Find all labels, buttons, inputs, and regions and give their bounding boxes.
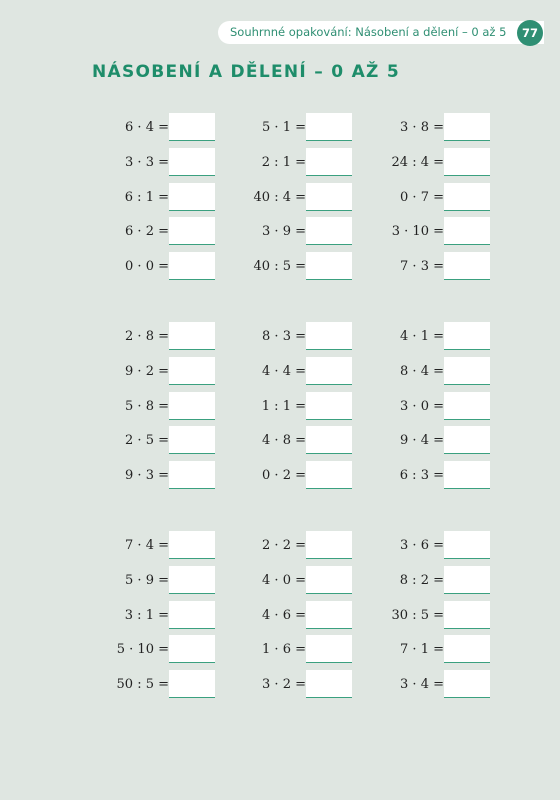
problem-expression: 2 · 2 =	[262, 538, 306, 553]
problem-expression: 3 · 8 =	[400, 120, 444, 135]
problem-expression: 3 · 10 =	[391, 224, 444, 240]
answer-box[interactable]	[444, 601, 490, 629]
problem-column	[212, 531, 352, 705]
problem-row	[75, 461, 215, 496]
problem-row	[350, 252, 490, 287]
problem-row	[75, 357, 215, 392]
problem-expression: 40 : 5 =	[253, 259, 306, 274]
answer-box[interactable]	[444, 531, 490, 559]
problem-row	[75, 531, 215, 566]
problem-expression: 0 · 0 =	[125, 259, 169, 274]
problem-row	[350, 183, 490, 218]
answer-box[interactable]	[444, 670, 490, 698]
problem-expression: 3 · 9 =	[262, 224, 306, 240]
problem-expression: 4 · 4 =	[262, 363, 306, 379]
problem-row	[350, 635, 490, 670]
answer-box[interactable]	[306, 531, 352, 559]
problem-row	[350, 357, 490, 392]
answer-box[interactable]	[444, 252, 490, 280]
answer-box[interactable]	[306, 670, 352, 698]
problem-row	[350, 148, 490, 183]
answer-box[interactable]	[306, 461, 352, 489]
problem-expression: 7 · 3 =	[400, 259, 444, 274]
problem-row	[212, 566, 352, 601]
answer-box[interactable]	[306, 148, 352, 176]
answer-box[interactable]	[169, 113, 215, 141]
answer-box[interactable]	[306, 183, 352, 211]
problem-row	[212, 252, 352, 287]
problem-expression: 6 : 3 =	[399, 468, 444, 483]
problem-column	[350, 531, 490, 705]
problem-row	[75, 635, 215, 670]
problem-row	[75, 148, 215, 183]
problem-expression: 2 : 1 =	[261, 154, 306, 170]
problem-expression: 8 : 2 =	[399, 572, 444, 588]
answer-box[interactable]	[444, 392, 490, 420]
answer-box[interactable]	[306, 357, 352, 385]
problem-row	[75, 252, 215, 287]
problem-row	[350, 392, 490, 427]
problem-row	[75, 426, 215, 461]
problem-column	[75, 531, 215, 705]
problem-expression: 50 : 5 =	[116, 677, 169, 692]
answer-box[interactable]	[169, 566, 215, 594]
answer-box[interactable]	[444, 217, 490, 245]
problem-row	[212, 670, 352, 705]
problem-expression: 3 · 4 =	[400, 677, 444, 692]
problem-row	[350, 426, 490, 461]
problem-row	[75, 670, 215, 705]
problem-row	[75, 601, 215, 636]
answer-box[interactable]	[444, 322, 490, 350]
answer-box[interactable]	[444, 635, 490, 663]
problem-column	[75, 322, 215, 496]
problem-expression: 4 · 0 =	[262, 572, 306, 588]
problem-row	[212, 357, 352, 392]
answer-box[interactable]	[169, 322, 215, 350]
answer-box[interactable]	[444, 426, 490, 454]
problem-row	[212, 183, 352, 218]
problem-expression: 6 : 1 =	[124, 189, 169, 205]
problem-expression: 7 · 1 =	[400, 642, 444, 658]
problem-row	[212, 461, 352, 496]
answer-box[interactable]	[306, 635, 352, 663]
problem-expression: 24 : 4 =	[391, 154, 444, 170]
answer-box[interactable]	[306, 217, 352, 245]
problem-row	[350, 217, 490, 252]
problem-row	[212, 601, 352, 636]
problem-expression: 30 : 5 =	[391, 607, 444, 623]
answer-box[interactable]	[306, 252, 352, 280]
problem-row	[212, 426, 352, 461]
problem-expression: 2 · 8 =	[125, 329, 169, 344]
problem-expression: 7 · 4 =	[125, 538, 169, 553]
problem-expression: 3 · 6 =	[400, 538, 444, 553]
answer-box[interactable]	[444, 148, 490, 176]
problem-column	[350, 322, 490, 496]
problem-row	[350, 670, 490, 705]
problem-row	[212, 148, 352, 183]
answer-box[interactable]	[444, 357, 490, 385]
answer-box[interactable]	[306, 322, 352, 350]
problem-expression: 2 · 5 =	[125, 433, 169, 449]
problem-row	[350, 322, 490, 357]
answer-box[interactable]	[169, 461, 215, 489]
chapter-header: Souhrnné opakování: Násobení a dělení – 0 až 5	[218, 21, 544, 44]
answer-box[interactable]	[169, 148, 215, 176]
problem-row	[75, 392, 215, 427]
problem-row	[350, 566, 490, 601]
problem-row	[75, 183, 215, 218]
answer-box[interactable]	[306, 566, 352, 594]
answer-box[interactable]	[444, 113, 490, 141]
answer-box[interactable]	[444, 183, 490, 211]
problem-expression: 1 : 1 =	[261, 398, 306, 414]
problem-expression: 9 · 3 =	[125, 468, 169, 483]
problem-row	[212, 392, 352, 427]
answer-box[interactable]	[169, 635, 215, 663]
page-number-badge: 77	[517, 20, 543, 46]
problem-expression: 8 · 3 =	[262, 329, 306, 344]
problem-expression: 3 · 0 =	[400, 398, 444, 414]
problem-expression: 9 · 2 =	[125, 363, 169, 379]
problem-expression: 5 · 10 =	[116, 642, 169, 658]
problem-expression: 9 · 4 =	[400, 433, 444, 449]
answer-box[interactable]	[306, 113, 352, 141]
problem-expression: 0 · 2 =	[262, 468, 306, 483]
problem-row	[212, 531, 352, 566]
problem-expression: 5 · 1 =	[262, 120, 306, 135]
answer-box[interactable]	[169, 601, 215, 629]
problem-expression: 3 · 3 =	[125, 154, 169, 170]
problem-row	[350, 461, 490, 496]
answer-box[interactable]	[444, 461, 490, 489]
problem-expression: 1 · 6 =	[262, 642, 306, 658]
problem-expression: 6 · 4 =	[125, 120, 169, 135]
problem-expression: 5 · 8 =	[125, 398, 169, 414]
problem-expression: 4 · 1 =	[400, 329, 444, 344]
problem-expression: 0 · 7 =	[400, 189, 444, 205]
answer-box[interactable]	[306, 601, 352, 629]
answer-box[interactable]	[444, 566, 490, 594]
problem-row	[350, 113, 490, 148]
answer-box[interactable]	[306, 392, 352, 420]
answer-box[interactable]	[306, 426, 352, 454]
problem-column	[350, 113, 490, 287]
answer-box[interactable]	[169, 531, 215, 559]
problem-expression: 3 · 2 =	[262, 677, 306, 692]
problem-row	[212, 322, 352, 357]
problem-row	[75, 217, 215, 252]
problem-row	[212, 113, 352, 148]
problem-expression: 40 : 4 =	[253, 189, 306, 205]
problem-expression: 3 : 1 =	[124, 607, 169, 623]
problem-row	[75, 322, 215, 357]
answer-box[interactable]	[169, 426, 215, 454]
answer-box[interactable]	[169, 183, 215, 211]
answer-box[interactable]	[169, 670, 215, 698]
problem-expression: 6 · 2 =	[125, 224, 169, 240]
problem-expression: 4 · 8 =	[262, 433, 306, 449]
problem-row	[350, 601, 490, 636]
problem-row	[75, 113, 215, 148]
answer-box[interactable]	[169, 392, 215, 420]
answer-box[interactable]	[169, 252, 215, 280]
problem-row	[350, 531, 490, 566]
problem-row	[75, 566, 215, 601]
answer-box[interactable]	[169, 217, 215, 245]
problem-row	[212, 635, 352, 670]
answer-box[interactable]	[169, 357, 215, 385]
problem-row	[212, 217, 352, 252]
problem-expression: 4 · 6 =	[262, 607, 306, 623]
problem-column	[212, 113, 352, 287]
problem-column	[75, 113, 215, 287]
problem-expression: 8 · 4 =	[400, 363, 444, 379]
problem-column	[212, 322, 352, 496]
problem-expression: 5 · 9 =	[125, 572, 169, 588]
exercise-title: NÁSOBENÍ A DĚLENÍ – 0 AŽ 5	[92, 62, 401, 82]
